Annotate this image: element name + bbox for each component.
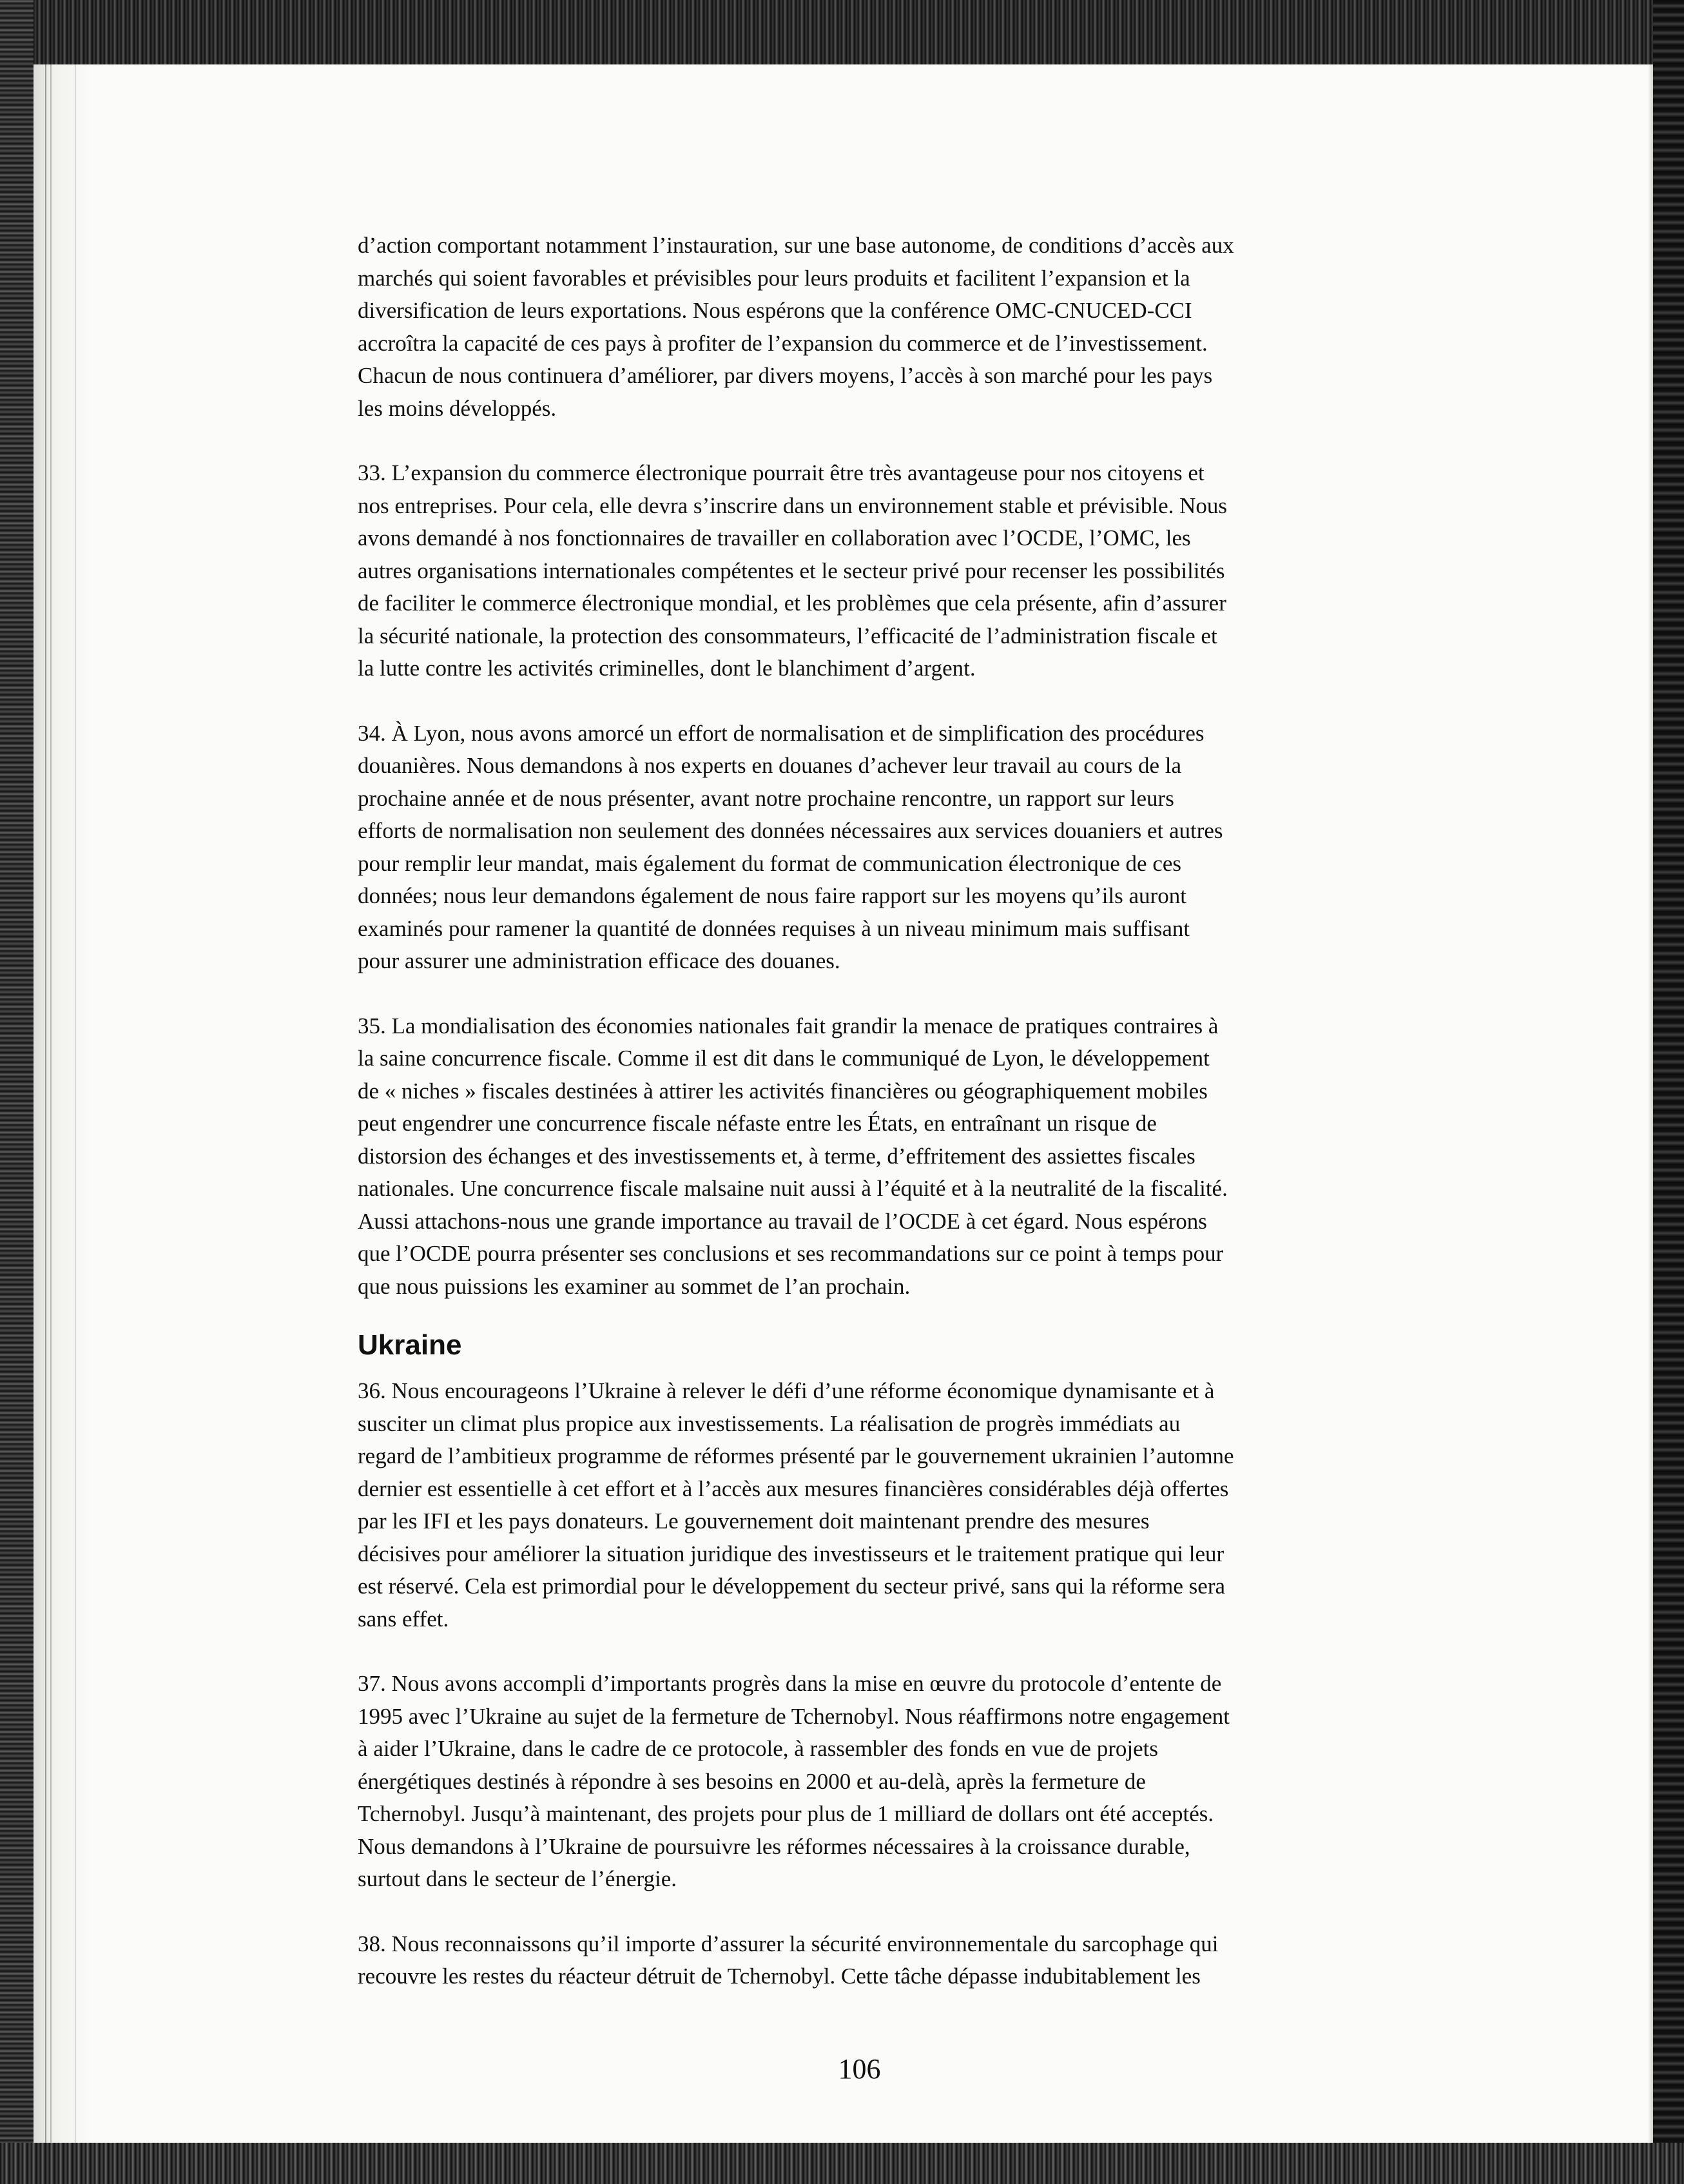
paragraph-38: 38. Nous reconnaissons qu’il importe d’assurer la sécurité environnementale du sarcophage qui recouvre les restes du réacteur détruit de Tchernobyl. Cette tâche dépasse indubitablement les <box>358 1931 1219 1989</box>
page-number: 106 <box>838 2053 881 2085</box>
paragraph-36: 36. Nous encourageons l’Ukraine à relever le défi d’une réforme économique dynamisante et à susciter un climat plus propice aux investissements. La réalisation de progrès immédiats au regard de l’ambitieux programme de réformes présenté par le gouvernement ukrainien l’automne dernier est essentielle à cet effort et à l’accès aux mesures financières considérables déjà offertes par les IFI et les pays donateurs. Le gouvernement doit maintenant prendre des mesures décisives pour améliorer la situation juridique des investisseurs et le traitement pratique qui leur est réservé. Cela est primordial pour le développement du secteur privé, sans qui la réforme sera sans effet. <box>358 1378 1234 1632</box>
paragraph-continuation: d’action comportant notamment l’instauration, sur une base autonome, de conditions d’accès aux marchés qui soient favorables et prévisibles pour leurs produits et facilitent l’expansion et la diversification de leurs exportations. Nous espérons que la conférence OMC-CNUCED-CCI accroîtra la capacité de ces pays à profiter de l’expansion du commerce et de l’investissement. Chacun de nous continuera d’améliorer, par divers moyens, l’accès à son marché pour les pays les moins développés. <box>358 233 1234 421</box>
document-page <box>34 64 1653 2143</box>
paragraph-33: 33. L’expansion du commerce électronique pourrait être très avantageuse pour nos citoyens et nos entreprises. Pour cela, elle devra s’inscrire dans un environnement stable et prévisible. Nous avons demandé à nos fonctionnaires de travailler en collaboration avec l’OCDE, l’OMC, les autres organisations internationales compétentes et le secteur privé pour recenser les possibilités de faciliter le commerce électronique mondial, et les problèmes que cela présente, afin d’assurer la sécurité nationale, la protection des consommateurs, l’efficacité de l’administration fiscale et la lutte contre les activités criminelles, dont le blanchiment d’argent. <box>358 460 1228 681</box>
paragraph-37: 37. Nous avons accompli d’importants progrès dans la mise en œuvre du protocole d’entente de 1995 avec l’Ukraine au sujet de la fermeture de Tchernobyl. Nous réaffirmons notre engagement à aider l’Ukraine, dans le cadre de ce protocole, à rassembler des fonds en vue de projets énergétiques destinés à répondre à ses besoins en 2000 et au-delà, après la fermeture de Tchernobyl. Jusqu’à maintenant, des projets pour plus de 1 milliard de dollars ont été acceptés. Nous demandons à l’Ukraine de poursuivre les réformes nécessaires à la croissance durable, surtout dans le secteur de l’énergie. <box>358 1671 1230 1891</box>
gutter-line <box>45 64 46 2143</box>
scan-border-left <box>0 0 34 2184</box>
gutter-line <box>50 64 52 2143</box>
paragraph-34: 34. À Lyon, nous avons amorcé un effort de normalisation et de simplification des procédures douanières. Nous demandons à nos experts en douanes d’achever leur travail au cours de la prochaine année et de nous présenter, avant notre prochaine rencontre, un rapport sur leurs efforts de normalisation non seulement des données nécessaires aux services douaniers et autres pour remplir leur mandat, mais également du format de communication électronique de ces données; nous leur demandons également de nous faire rapport sur les moyens qu’ils auront examinés pour ramener la quantité de données requises à un niveau minimum mais suffisant pour assurer une administration efficace des douanes. <box>358 720 1223 973</box>
scan-border-bottom <box>0 2143 1684 2184</box>
scan-border-right <box>1653 0 1684 2184</box>
page-edge <box>1648 64 1653 2143</box>
scan-border-top <box>0 0 1684 71</box>
binding-gutter <box>34 64 93 2143</box>
page-body <box>358 229 1435 2025</box>
section-heading-ukraine: Ukraine <box>358 1329 462 1361</box>
paragraph-35: 35. La mondialisation des économies nationales fait grandir la menace de pratiques contraires à la saine concurrence fiscale. Comme il est dit dans le communiqué de Lyon, le développement de « niches » fiscales destinées à attirer les activités financières ou géographiquement mobiles peut engendrer une concurrence fiscale néfaste entre les États, en entraînant un risque de distorsion des échanges et des investissements et, à terme, d’effritement des assiettes fiscales nationales. Une concurrence fiscale malsaine nuit aussi à l’équité et à la neutralité de la fiscalité. Aussi attachons-nous une grande importance au travail de l’OCDE à cet égard. Nous espérons que l’OCDE pourra présenter ses conclusions et ses recommandations sur ce point à temps pour que nous puissions les examiner au sommet de l’an prochain. <box>358 1013 1228 1299</box>
